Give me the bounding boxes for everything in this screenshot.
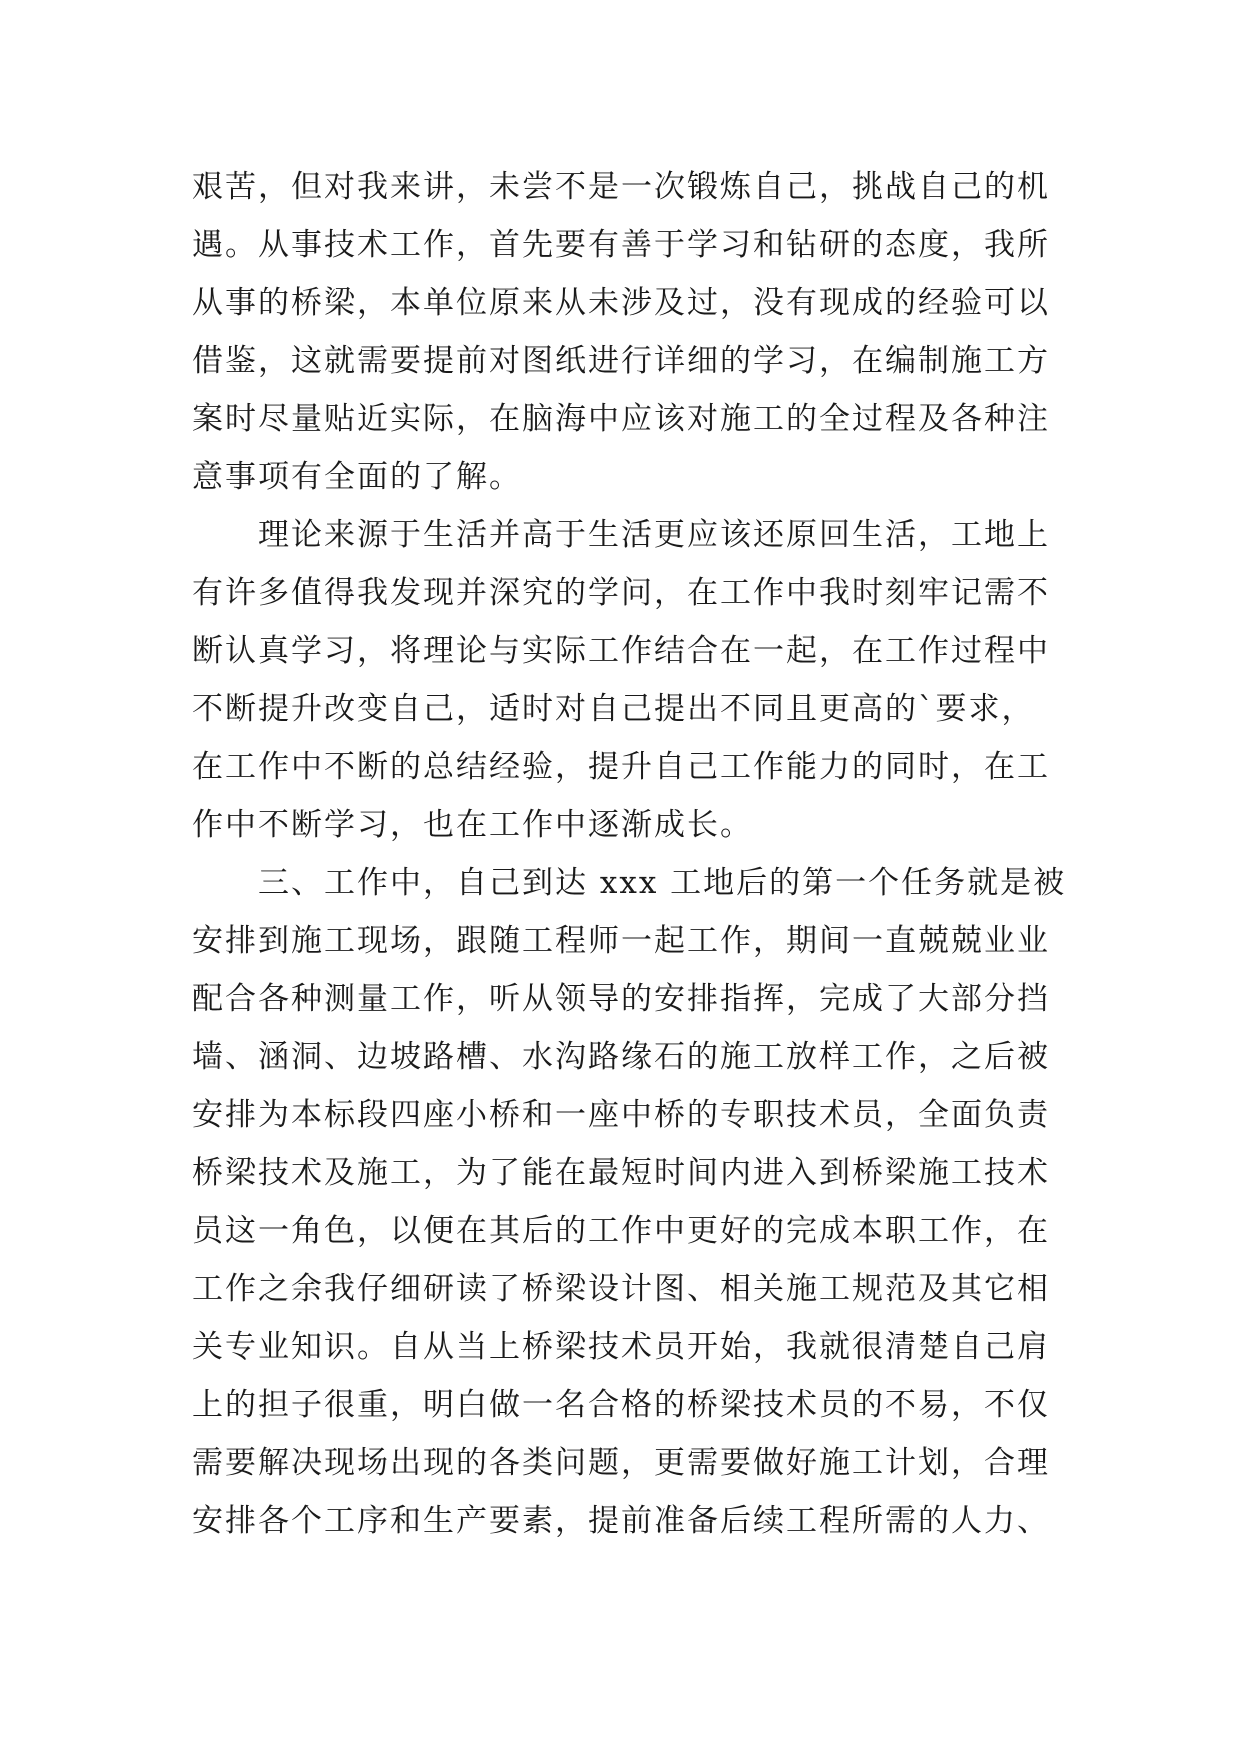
text-line: 不断提升改变自己，适时对自己提出不同且更高的`要求， (192, 691, 1035, 727)
text-line: 上的担子很重，明白做一名合格的桥梁技术员的不易，不仅 (192, 1387, 1050, 1423)
text-line: 安排各个工序和生产要素，提前准备后续工程所需的人力、 (192, 1503, 1050, 1539)
text-line: 员这一角色，以便在其后的工作中更好的完成本职工作，在 (192, 1213, 1050, 1249)
text-line: 配合各种测量工作，听从领导的安排指挥，完成了大部分挡 (192, 981, 1050, 1017)
text-line: 借鉴，这就需要提前对图纸进行详细的学习，在编制施工方 (192, 343, 1050, 379)
text-line: 安排为本标段四座小桥和一座中桥的专职技术员，全面负责 (192, 1097, 1050, 1133)
text-line: 意事项有全面的了解。 (192, 459, 522, 495)
paragraph-3 (192, 854, 1072, 1550)
text-line: 工作之余我仔细研读了桥梁设计图、相关施工规范及其它相 (192, 1271, 1050, 1307)
paragraph-2 (192, 506, 1072, 854)
text-line: 理论来源于生活并高于生活更应该还原回生活，工地上 (258, 517, 1050, 553)
text-line: 从事的桥梁，本单位原来从未涉及过，没有现成的经验可以 (192, 285, 1050, 321)
text-line: 安排到施工现场，跟随工程师一起工作，期间一直兢兢业业 (192, 923, 1050, 959)
text-line: 桥梁技术及施工，为了能在最短时间内进入到桥梁施工技术 (192, 1155, 1050, 1191)
text-line: 三、工作中，自己到达 xxx 工地后的第一个任务就是被 (258, 865, 1067, 901)
text-line: 需要解决现场出现的各类问题，更需要做好施工计划，合理 (192, 1445, 1050, 1481)
text-line: 有许多值得我发现并深究的学问，在工作中我时刻牢记需不 (192, 575, 1050, 611)
text-line: 艰苦，但对我来讲，未尝不是一次锻炼自己，挑战自己的机 (192, 169, 1050, 205)
paragraph-1 (192, 158, 1072, 506)
text-line: 案时尽量贴近实际，在脑海中应该对施工的全过程及各种注 (192, 401, 1050, 437)
text-line: 作中不断学习，也在工作中逐渐成长。 (192, 807, 753, 843)
text-line: 墙、涵洞、边坡路槽、水沟路缘石的施工放样工作，之后被 (192, 1039, 1050, 1075)
text-line: 关专业知识。自从当上桥梁技术员开始，我就很清楚自己肩 (192, 1329, 1050, 1365)
document-body (192, 158, 1072, 1550)
text-line: 遇。从事技术工作，首先要有善于学习和钻研的态度，我所 (192, 227, 1050, 263)
text-line: 断认真学习，将理论与实际工作结合在一起，在工作过程中 (192, 633, 1050, 669)
text-line: 在工作中不断的总结经验，提升自己工作能力的同时，在工 (192, 749, 1050, 785)
